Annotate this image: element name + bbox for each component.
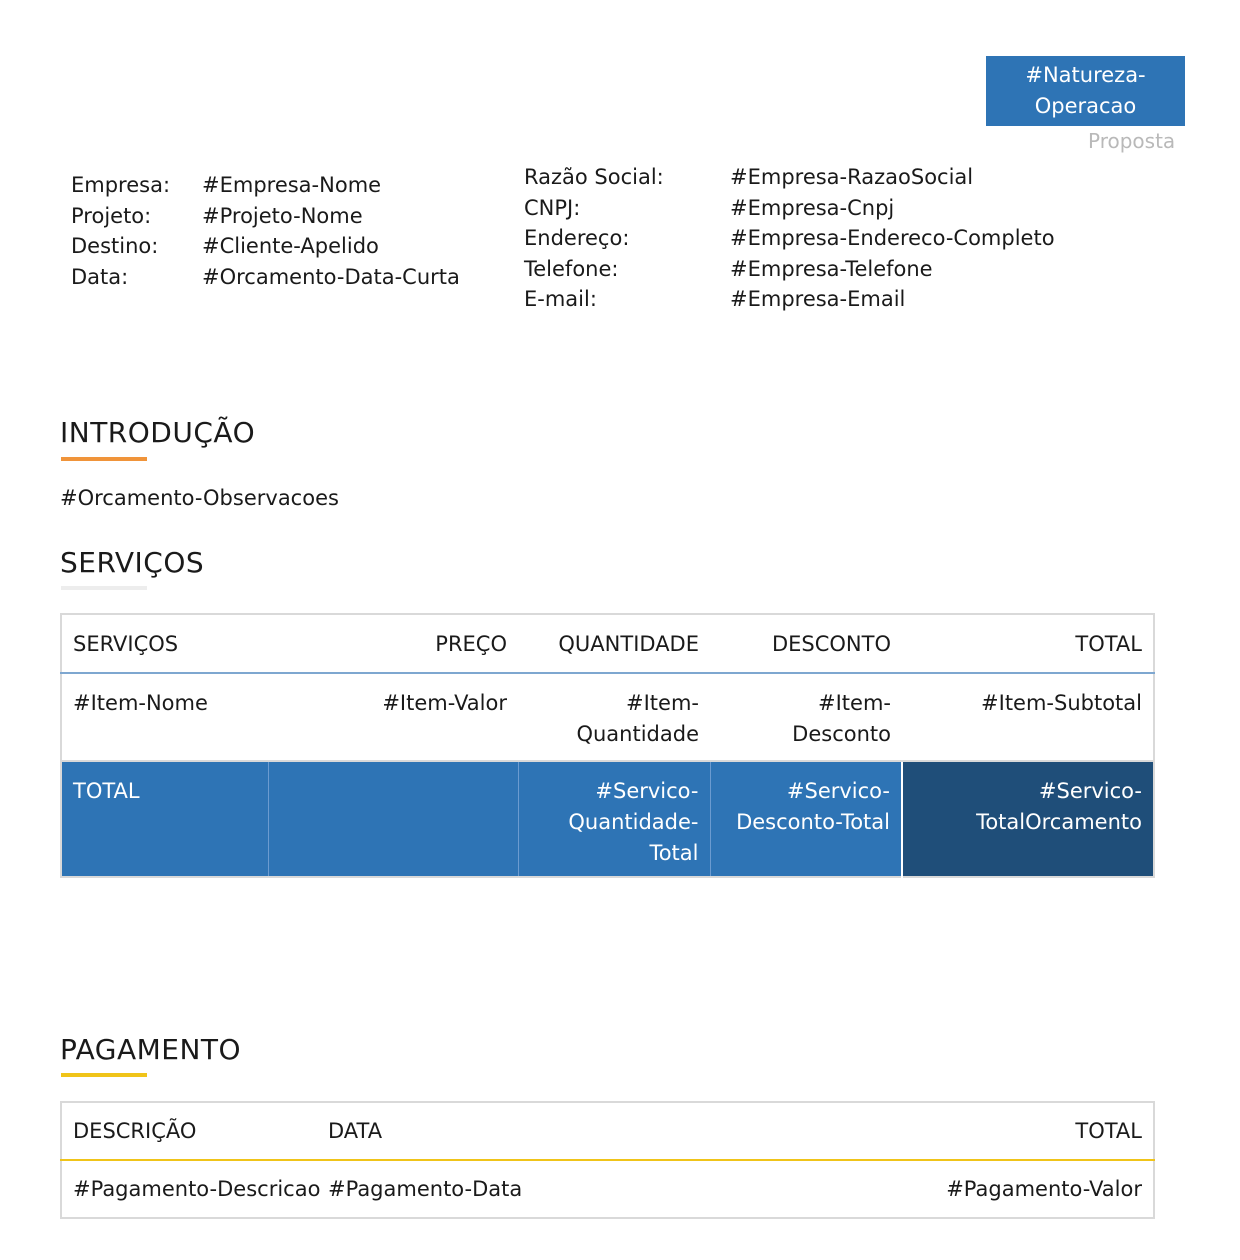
col-header-quantidade: QUANTIDADE bbox=[518, 614, 710, 673]
table-header-row bbox=[61, 1102, 1154, 1160]
info-label: Projeto: bbox=[71, 203, 152, 228]
item-quantity-cell: #Item-Quantidade bbox=[576, 691, 699, 746]
col-header-servicos: SERVIÇOS bbox=[61, 614, 268, 673]
project-info bbox=[71, 170, 460, 292]
table-row bbox=[61, 1160, 1154, 1218]
info-row-endereco bbox=[524, 223, 1055, 254]
services-underline bbox=[61, 586, 147, 590]
info-label: Data: bbox=[71, 264, 129, 289]
info-row-telefone bbox=[524, 254, 1055, 285]
info-row-email bbox=[524, 284, 1055, 315]
payment-date-cell: #Pagamento-Data bbox=[328, 1177, 523, 1201]
col-header-data: DATA bbox=[317, 1102, 473, 1160]
info-row-razao-social bbox=[524, 162, 1055, 193]
item-discount-cell: #Item-Desconto bbox=[792, 691, 891, 746]
info-value: #Projeto-Nome bbox=[202, 203, 363, 228]
badge-line-1: #Natureza- bbox=[1025, 63, 1146, 87]
services-heading: SERVIÇOS bbox=[60, 546, 205, 579]
item-price-cell: #Item-Valor bbox=[382, 691, 507, 715]
col-header-descricao: DESCRIÇÃO bbox=[61, 1102, 317, 1160]
intro-underline bbox=[61, 457, 147, 461]
info-value: #Empresa-Cnpj bbox=[730, 195, 895, 220]
company-info bbox=[524, 162, 1055, 315]
info-value: #Empresa-Nome bbox=[202, 173, 382, 197]
info-value: #Orcamento-Data-Curta bbox=[202, 264, 460, 289]
info-value: #Empresa-Telefone bbox=[730, 256, 933, 281]
col-header-total: TOTAL bbox=[473, 1102, 1154, 1160]
total-empty-cell bbox=[268, 761, 518, 877]
total-quantity-cell: #Servico-Quantidade-Total bbox=[518, 761, 710, 877]
info-value: #Cliente-Apelido bbox=[202, 234, 379, 258]
payment-description-cell: #Pagamento-Descricao bbox=[73, 1177, 321, 1201]
info-label: Telefone: bbox=[524, 256, 619, 281]
operation-nature-badge bbox=[986, 56, 1185, 126]
intro-text: #Orcamento-Observacoes bbox=[60, 486, 339, 510]
item-subtotal-cell: #Item-Subtotal bbox=[981, 691, 1142, 715]
payment-value-cell: #Pagamento-Valor bbox=[946, 1177, 1142, 1201]
info-label: Razão Social: bbox=[524, 165, 664, 189]
info-label: Empresa: bbox=[71, 173, 171, 197]
badge-line-2: Operacao bbox=[1034, 94, 1137, 118]
table-row bbox=[61, 673, 1154, 761]
info-row-data bbox=[71, 262, 460, 293]
payment-table bbox=[60, 1101, 1155, 1219]
info-row-empresa bbox=[71, 170, 460, 201]
info-row-destino bbox=[71, 231, 460, 262]
table-header-row bbox=[61, 614, 1154, 673]
services-table bbox=[60, 613, 1155, 878]
total-row bbox=[61, 761, 1154, 877]
info-row-cnpj bbox=[524, 193, 1055, 224]
col-header-desconto: DESCONTO bbox=[710, 614, 902, 673]
info-label: E-mail: bbox=[524, 287, 597, 311]
total-discount-cell: #Servico-Desconto-Total bbox=[710, 761, 902, 877]
item-name-cell: #Item-Nome bbox=[73, 691, 208, 715]
info-label: Endereço: bbox=[524, 226, 630, 250]
intro-heading: INTRODUÇÃO bbox=[60, 416, 256, 449]
payment-underline bbox=[61, 1073, 147, 1077]
info-label: CNPJ: bbox=[524, 195, 581, 220]
info-value: #Empresa-Endereco-Completo bbox=[730, 226, 1055, 250]
payment-heading: PAGAMENTO bbox=[60, 1033, 242, 1066]
total-label-cell: TOTAL bbox=[61, 761, 268, 877]
info-value: #Empresa-RazaoSocial bbox=[730, 165, 974, 189]
col-header-preco: PREÇO bbox=[268, 614, 518, 673]
info-label: Destino: bbox=[71, 234, 159, 258]
col-header-total: TOTAL bbox=[902, 614, 1154, 673]
info-row-projeto bbox=[71, 201, 460, 232]
document-type-caption: Proposta bbox=[1088, 129, 1176, 153]
grand-total-cell: #Servico-TotalOrcamento bbox=[902, 761, 1154, 877]
info-value: #Empresa-Email bbox=[730, 287, 906, 311]
